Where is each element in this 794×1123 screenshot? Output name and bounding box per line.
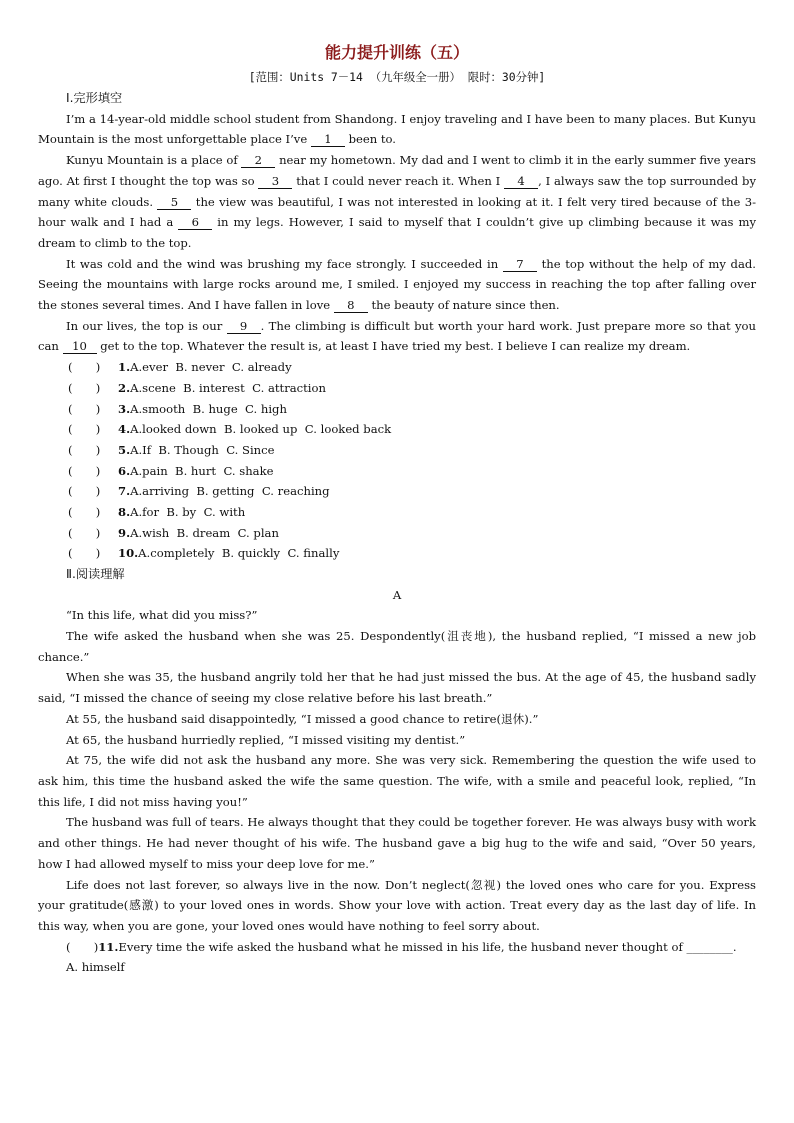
question-10: ( ) 10.A.completely B. quickly C. finally	[38, 543, 756, 564]
page-title: 能力提升训练（五）	[324, 43, 469, 62]
question-11: ( )11.Every time the wife asked the husband what he missed in his life, the husband never thought of ________.	[66, 939, 737, 954]
section-heading-cloze: Ⅰ.完形填空	[66, 91, 123, 105]
question-5: ( ) 5.A.If B. Though C. Since	[38, 440, 756, 461]
question-11-option-a: A. himself	[66, 960, 125, 975]
reading-paragraph-1: “In this life, what did you miss?”	[66, 608, 258, 623]
section-heading-reading: Ⅱ.阅读理解	[66, 567, 125, 581]
question-8: ( ) 8.A.for B. by C. with	[38, 502, 756, 523]
cloze-paragraph-4: In our lives, the top is our 9 . The climbing is difficult but worth your hard work. Just prepare more so that you can 10 get to the top. Whatever the result is, at least I have tried my best. I believe I can realize my dream.	[38, 318, 756, 354]
question-6: ( ) 6.A.pain B. hurt C. shake	[38, 461, 756, 482]
question-1: ( ) 1.A.ever B. never C. already	[38, 357, 756, 378]
question-3: ( ) 3.A.smooth B. huge C. high	[38, 399, 756, 420]
blank-1: 1	[311, 132, 345, 147]
reading-paragraph-7: The husband was full of tears. He always thought that they could be together forever. He was always busy with work and other things. He had never thought of his wife. The husband gave a big hug to the wife and said, “Over 50 years, how I had allowed myself to miss your deep love for me.”	[38, 815, 756, 871]
blank-2: 2	[241, 153, 275, 168]
answer-paren: ( )	[68, 380, 101, 395]
blank-5: 5	[157, 195, 191, 210]
answer-paren: ( )	[68, 442, 101, 457]
blank-4: 4	[504, 174, 538, 189]
answer-paren: ( )	[68, 525, 101, 540]
answer-paren: ( )	[68, 401, 101, 416]
blank-10: 10	[63, 339, 97, 354]
blank-3: 3	[258, 174, 292, 189]
answer-paren: ( )	[68, 484, 101, 499]
reading-paragraph-6: At 75, the wife did not ask the husband any more. She was very sick. Remembering the question the wife used to ask him, this time the husband asked the wife the same question. The wife, with a smile and peaceful look, replied, “In this life, I did not miss having you!”	[38, 753, 756, 809]
answer-paren: ( )	[66, 939, 99, 954]
question-9: ( ) 9.A.wish B. dream C. plan	[38, 523, 756, 544]
answer-paren: ( )	[68, 546, 101, 561]
blank-7: 7	[503, 257, 537, 272]
reading-paragraph-3: When she was 35, the husband angrily told her that he had just missed the bus. At the age of 45, the husband sadly said, “I missed the chance of seeing my close relative before his last breath.”	[38, 670, 756, 706]
cloze-paragraph-3: It was cold and the wind was brushing my face strongly. I succeeded in 7 the top without the help of my dad. Seeing the mountains with large rocks around me, I smiled. I enjoyed my success in reaching the top after falling over the stones several times. And I have fallen in love 8 the beauty of nature since then.	[38, 256, 756, 313]
reading-paragraph-5: At 65, the husband hurriedly replied, “I missed visiting my dentist.”	[66, 732, 466, 747]
question-2: ( ) 2.A.scene B. interest C. attraction	[38, 378, 756, 399]
blank-8: 8	[334, 298, 368, 313]
reading-paragraph-8: Life does not last forever, so always live in the now. Don’t neglect(忽视) the loved ones who care for you. Express your gratitude(感激) to your loved ones in words. Show your love with action. Treat every day as the last day of life. In this way, when you are gone, your loved ones would have nothing to feel sorry about.	[38, 877, 756, 933]
answer-paren: ( )	[68, 504, 101, 519]
answer-paren: ( )	[68, 422, 101, 437]
passage-label: A	[392, 587, 402, 602]
cloze-paragraph-1: I’m a 14-year-old middle school student from Shandong. I enjoy traveling and I have been to many places. But Kunyu Mountain is the most unforgettable place I’ve 1 been to.	[38, 111, 756, 147]
question-4: ( ) 4.A.looked down B. looked up C. looked back	[38, 419, 756, 440]
reading-paragraph-4: At 55, the husband said disappointedly, “I missed a good chance to retire(退休).”	[66, 711, 539, 726]
blank-9: 9	[227, 319, 261, 334]
cloze-questions	[38, 357, 756, 564]
worksheet-page	[38, 38, 756, 978]
blank-6: 6	[178, 215, 212, 230]
answer-paren: ( )	[68, 360, 101, 375]
scope-line: [范围：Units 7－14 （九年级全一册） 限时：30分钟]	[248, 70, 546, 84]
reading-paragraph-2: The wife asked the husband when she was 25. Despondently(沮丧地), the husband replied, “I missed a new job chance.”	[38, 629, 756, 664]
cloze-paragraph-2: Kunyu Mountain is a place of 2 near my hometown. My dad and I went to climb it in the early summer five years ago. At first I thought the top was so 3 that I could never reach it. When I 4 , I always saw the top surrounded by many white clouds. 5 the view was beautiful, I was not interested in looking at it. I felt very tired because of the 3-hour walk and I had a 6 in my legs. However, I said to myself that I couldn’t give up climbing because it was my dream to climb to the top.	[38, 153, 756, 250]
answer-paren: ( )	[68, 463, 101, 478]
question-7: ( ) 7.A.arriving B. getting C. reaching	[38, 481, 756, 502]
